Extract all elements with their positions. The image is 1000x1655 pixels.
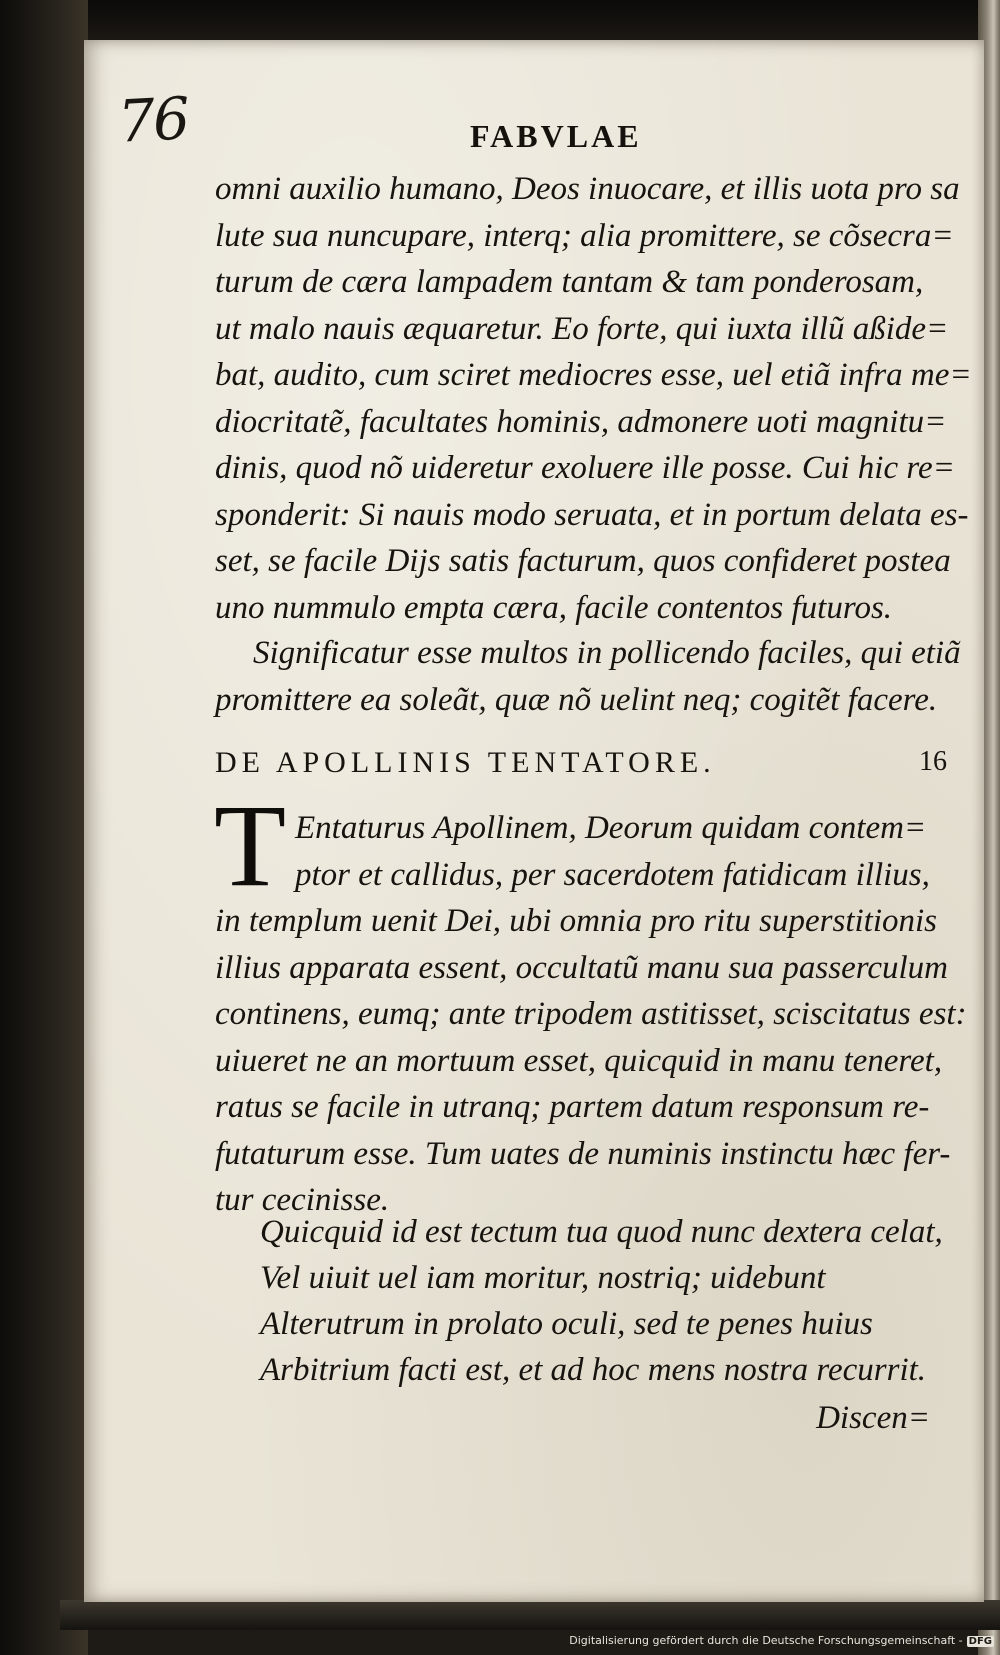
text-line: uno nummulo empta cæra, facile contentos futuros. (215, 589, 893, 626)
text-line: ut malo nauis æquaretur. Eo forte, qui iuxta illũ aßide= (215, 310, 949, 347)
text-line: Entaturus Apollinem, Deorum quidam contem= (295, 810, 927, 846)
text-line: ptor et callidus, per sacerdotem fatidicam illius, (295, 856, 930, 893)
dfg-logo: DFG (968, 1636, 992, 1647)
text-line: futaturum esse. Tum uates de numinis instinctu hæc fer- (215, 1135, 951, 1172)
binding-top-shadow (0, 0, 1000, 42)
credit-text: Digitalisierung gefördert durch die Deutsche Forschungsgemeinschaft - (569, 1634, 963, 1647)
text-line: lute sua nuncupare, interq; alia promittere, se cõsecra= (215, 217, 954, 254)
text-line: bat, audito, cum sciret mediocres esse, uel etiã infra me= (215, 357, 972, 393)
text-line: uiueret ne an mortuum esset, quicquid in manu teneret, (215, 1042, 943, 1079)
text-line: omni auxilio humano, Deos inuocare, et illis uota pro sa (215, 171, 960, 207)
text-line: tur cecinisse. (215, 1182, 390, 1218)
page-number: 76 (116, 84, 190, 156)
running-head: FABVLAE (470, 118, 642, 154)
page-edge-bottom (60, 1600, 1000, 1630)
text-line: sponderit: Si nauis modo seruata, et in portum delata es- (215, 496, 969, 533)
moral-line: promittere ea soleãt, quæ nõ uelint neq; cogitẽt facere. (215, 681, 938, 718)
verse-line: Vel uiuit uel iam moritur, nostriq; uidebunt (260, 1260, 826, 1296)
text-line: turum de cæra lampadem tantam & tam ponderosam, (215, 264, 924, 300)
text-line: in templum uenit Dei, ubi omnia pro ritu superstitionis (215, 903, 938, 939)
verse-line: Arbitrium facti est, et ad hoc mens nostra recurrit. (260, 1352, 927, 1388)
binding-left-shadow (0, 0, 88, 1655)
fable-heading (215, 746, 947, 780)
text-line: ratus se facile in utranq; partem datum responsum re- (215, 1089, 930, 1125)
drop-cap: T (214, 780, 287, 911)
fable-moral (215, 630, 961, 723)
text-line: dinis, quod nõ uideretur exoluere ille posse. Cui hic re= (215, 450, 955, 486)
catchword: Discen= (816, 1400, 930, 1436)
digitization-credit (569, 1634, 994, 1647)
fable-body (215, 805, 967, 1224)
text-line: diocritatẽ, facultates hominis, admonere uoti magnitu= (215, 403, 947, 440)
moral-line: Significatur esse multos in pollicendo faciles, qui etiã (253, 635, 961, 671)
fable-continuation (215, 166, 972, 631)
verse-line: Alterutrum in prolato oculi, sed te penes huius (260, 1306, 873, 1342)
verse-line: Quicquid id est tectum tua quod nunc dextera celat, (260, 1214, 943, 1250)
text-line: set, se facile Dijs satis facturum, quos confideret postea (215, 543, 951, 579)
oracle-verse (260, 1209, 950, 1393)
fable-title: DE APOLLINIS TENTATORE. (215, 746, 716, 779)
text-line: continens, eumq; ante tripodem astitisset, sciscitatus est: (215, 996, 967, 1032)
fable-number: 16 (919, 746, 947, 777)
text-line: illius apparata essent, occultatũ manu sua passerculum (215, 949, 948, 986)
